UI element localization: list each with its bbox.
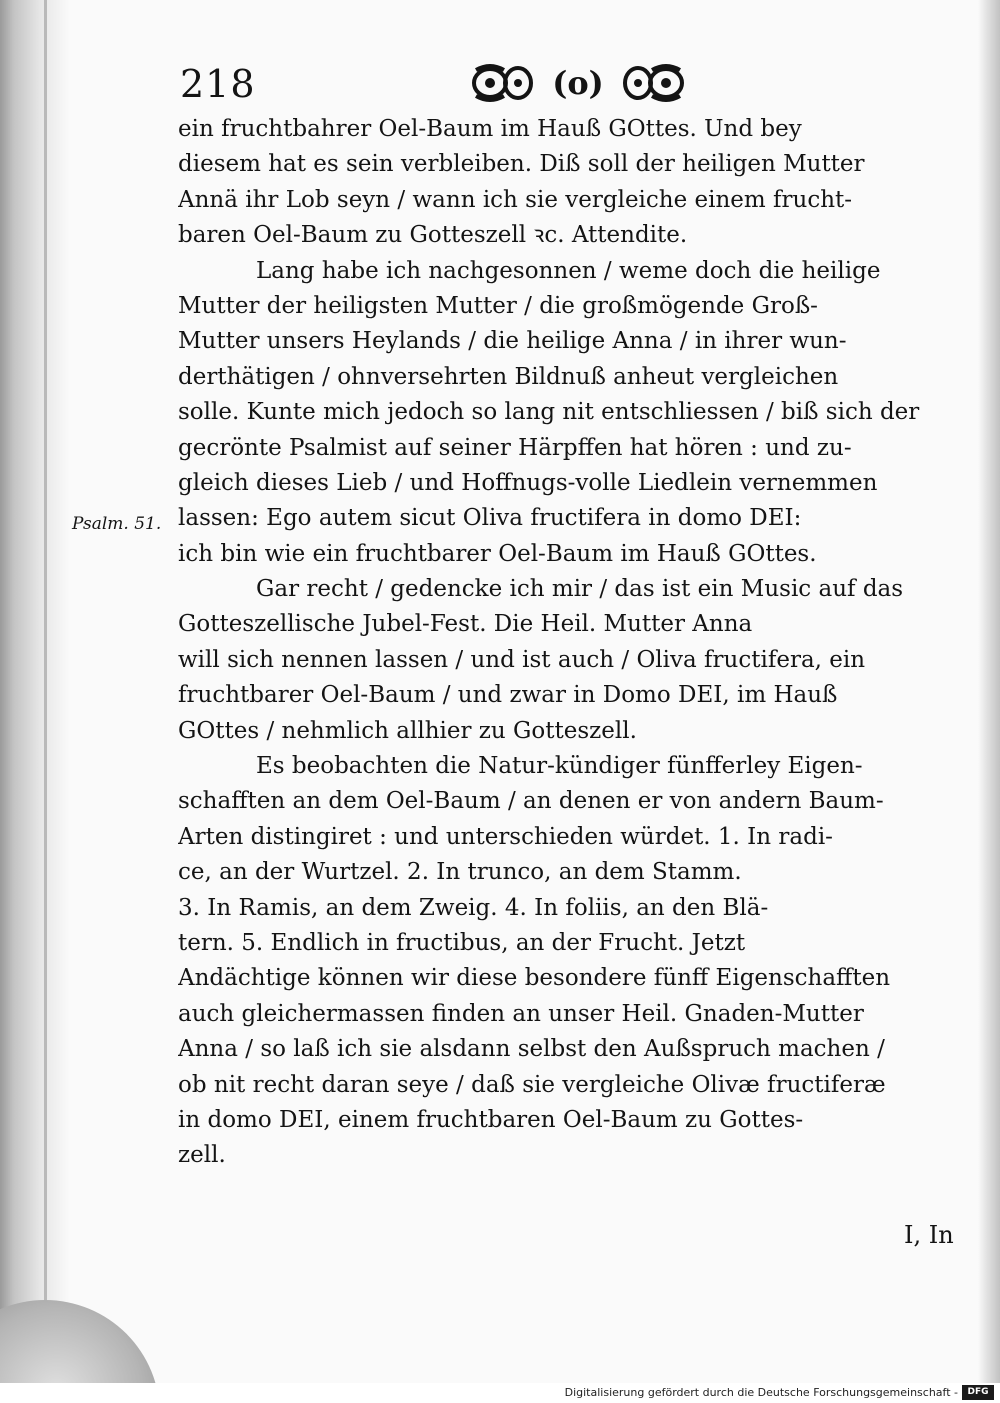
header-ornament — [468, 60, 688, 106]
digitization-credit: Digitalisierung gefördert durch die Deutsche Forschungsgemeinschaft - — [564, 1386, 958, 1399]
dfg-logo: DFG — [962, 1385, 994, 1400]
text-line: gecrönte Psalmist auf seiner Härpffen hat hören : und zu- — [178, 434, 852, 461]
margin-note: Psalm. 51. — [72, 514, 162, 534]
text-line: 3. In Ramis, an dem Zweig. 4. In foliis, an den Blä- — [178, 894, 769, 921]
ornament-center-mark: (o) — [552, 64, 604, 102]
page-right-edge — [978, 0, 1000, 1383]
text-line: baren Oel-Baum zu Gotteszell ꝛc. Attendite. — [178, 222, 688, 249]
text-line: lassen: Ego autem sicut Oliva fructifera in domo DEI: — [178, 505, 802, 532]
text-line: Gotteszellische Jubel-Fest. Die Heil. Mutter Anna — [178, 611, 753, 638]
text-line: gleich dieses Lieb / und Hoffnugs-volle Liedlein vernemmen — [178, 469, 878, 496]
text-line: Anna / so laß ich sie alsdann selbst den Außspruch machen / — [178, 1036, 885, 1063]
page-number: 218 — [180, 62, 256, 106]
text-line: schafften an dem Oel-Baum / an denen er von andern Baum- — [178, 788, 884, 815]
text-line: ich bin wie ein fruchtbarer Oel-Baum im Hauß GOttes. — [178, 540, 817, 567]
text-line: Mutter unsers Heylands / die heilige Anna / in ihrer wun- — [178, 328, 847, 355]
text-line: Gar recht / gedencke ich mir / das ist ein Music auf das — [256, 576, 904, 603]
text-line: ce, an der Wurtzel. 2. In trunco, an dem Stamm. — [178, 859, 742, 886]
text-line: Arten distingiret : und unterschieden würdet. 1. In radi- — [178, 823, 833, 850]
book-spine-shadow — [0, 0, 70, 1383]
page-gutter-line — [44, 0, 47, 1383]
text-line: diesem hat es sein verbleiben. Diß soll der heiligen Mutter — [178, 151, 865, 178]
text-line: in domo DEI, einem fruchtbaren Oel-Baum zu Gottes- — [178, 1106, 804, 1133]
text-line: Lang habe ich nachgesonnen / weme doch die heilige — [256, 257, 881, 284]
text-line: zell. — [178, 1142, 226, 1169]
body-text — [178, 112, 968, 1174]
scanner-thumb — [0, 1300, 160, 1383]
text-line: GOttes / nehmlich allhier zu Gotteszell. — [178, 717, 637, 744]
text-line: ein fruchtbahrer Oel-Baum im Hauß GOttes. Und bey — [178, 116, 802, 142]
text-line: fruchtbarer Oel-Baum / und zwar in Domo DEI, im Hauß — [178, 682, 838, 709]
text-line: Annä ihr Lob seyn / wann ich sie vergleiche einem frucht- — [178, 186, 853, 213]
text-line: Mutter der heiligsten Mutter / die großmögende Groß- — [178, 292, 818, 319]
text-line: tern. 5. Endlich in fructibus, an der Frucht. Jetzt — [178, 929, 746, 956]
text-line: derthätigen / ohnversehrten Bildnuß anheut vergleichen — [178, 363, 839, 390]
text-line: Es beobachten die Natur-kündiger fünfferley Eigen- — [256, 753, 863, 780]
text-line: ob nit recht daran seye / daß sie vergleiche Olivæ fructiferæ — [178, 1071, 886, 1098]
text-line: solle. Kunte mich jedoch so lang nit entschliessen / biß sich der — [178, 399, 920, 426]
text-line: Andächtige können wir diese besondere fünff Eigenschafften — [178, 965, 891, 992]
catchword: I, In — [904, 1221, 954, 1249]
text-line: auch gleichermassen finden an unser Heil. Gnaden-Mutter — [178, 1000, 864, 1027]
text-line: will sich nennen lassen / und ist auch / Oliva fructifera, ein — [178, 646, 866, 673]
